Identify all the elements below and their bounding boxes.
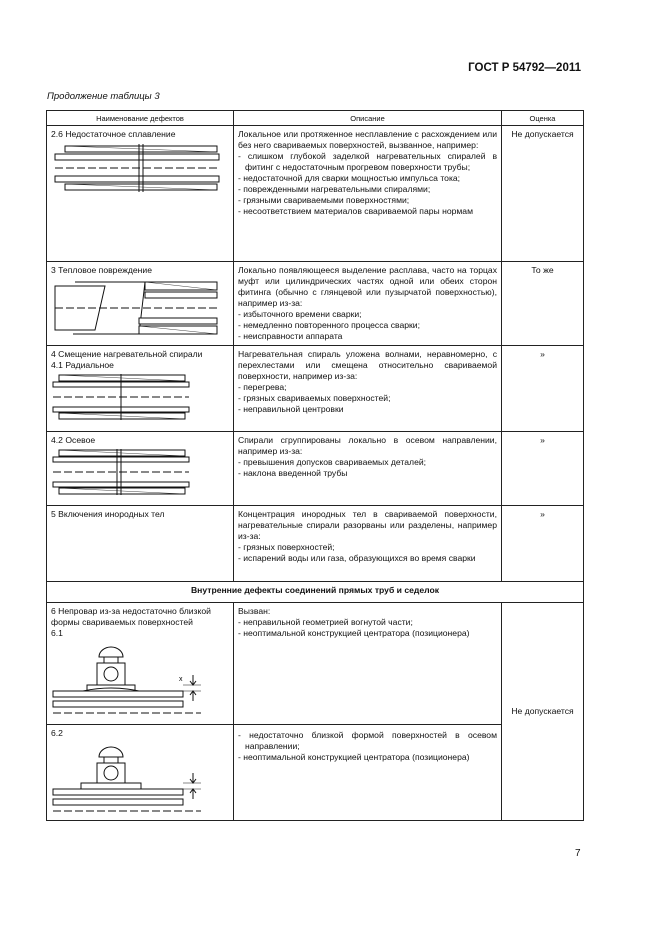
list-item: - недостаточно близкой формой поверхностей в осевом направлении; [238, 730, 497, 752]
defect-name-cell [47, 346, 234, 432]
list-item: - неисправности аппарата [238, 331, 497, 342]
defect-description-cell [234, 432, 502, 506]
rating-cell: Не допускается [502, 126, 584, 262]
list-item: - неправильной центровки [238, 404, 497, 415]
list-item: - грязными свариваемыми поверхностями; [238, 195, 497, 206]
defect-name-cell: 5 Включения инородных тел [47, 506, 234, 582]
defect-name: 4.2 Осевое [51, 435, 96, 445]
col-header-rating: Оценка [502, 111, 584, 126]
rating-cell: » [502, 506, 584, 582]
list-item: - несоответствием материалов свариваемой пары нормам [238, 206, 497, 217]
defect-subname: 6.1 [51, 628, 63, 638]
rating-cell [502, 603, 584, 821]
cause-list [238, 151, 497, 217]
defect-intro: Нагревательная спираль уложена волнами, неравномерно, с перехлестами или смещена относительно свариваемой поверхности, например из-за: [238, 349, 497, 381]
page-number: 7 [575, 848, 581, 859]
defect-name: 4 Смещение нагревательной спирали [51, 349, 203, 359]
defect-name-cell [47, 603, 234, 725]
list-item: - грязных свариваемых поверхностей; [238, 393, 497, 404]
rating-cell: » [502, 432, 584, 506]
defect-name: 6 Непровар из-за недостаточно близкой формы свариваемых поверхностей [51, 606, 211, 627]
radial-offset-diagram [51, 373, 191, 423]
table-row [47, 506, 584, 582]
list-item: - перегрева; [238, 382, 497, 393]
list-item: - слишком глубокой заделкой нагревательных спиралей в фитинг с недостаточным прогревом поверхности трубы; [238, 151, 497, 173]
fusion-defect-diagram [51, 142, 221, 202]
defect-name-cell [47, 126, 234, 262]
defect-name-cell [47, 262, 234, 346]
saddle-diagram-2 [51, 741, 211, 817]
defect-intro: Локально появляющееся выделение расплава, часто на торцах муфт или цилиндрических частях одной или обеих сторон фитинга (обычно с глянцевой или пузырчатой поверхностью), например из-за: [238, 265, 497, 308]
defect-intro: Локальное или протяженное несплавление с расхождением или без него свариваемых поверхностей, вызванное, например: [238, 129, 497, 150]
list-item: - превышения допусков свариваемых деталей; [238, 457, 497, 468]
list-item: - испарений воды или газа, образующихся во время сварки [238, 553, 497, 564]
defect-description-cell [234, 262, 502, 346]
table-row [47, 126, 584, 262]
defect-description-cell [234, 725, 502, 821]
cause-list [238, 457, 497, 479]
cause-list [238, 309, 497, 342]
defect-description-cell [234, 126, 502, 262]
defect-subname: 4.1 Радиальное [51, 360, 114, 370]
cause-list [238, 382, 497, 415]
rating-value: Не допускается [511, 706, 574, 716]
cause-list [238, 617, 497, 639]
rating-cell: » [502, 346, 584, 432]
list-item: - неоптимальной конструкцией центратора (позиционера) [238, 752, 497, 763]
list-item: - неправильной геометрией вогнутой части; [238, 617, 497, 628]
col-header-description: Описание [234, 111, 502, 126]
defect-subname: 6.2 [51, 728, 63, 738]
table-continuation-label: Продолжение таблицы 3 [47, 91, 160, 102]
list-item: - наклона введенной трубы [238, 468, 497, 479]
table-row [47, 603, 584, 725]
list-item: - грязных поверхностей; [238, 542, 497, 553]
list-item: - недостаточной для сварки мощностью импульса тока; [238, 173, 497, 184]
defect-intro: Спирали сгруппированы локально в осевом направлении, например из-за: [238, 435, 497, 456]
cause-list [238, 730, 497, 763]
table-row [47, 262, 584, 346]
table-header-row [47, 111, 584, 126]
list-item: - немедленно повторенного процесса сварки; [238, 320, 497, 331]
rating-cell: То же [502, 262, 584, 346]
list-item: - поврежденными нагревательными спиралями; [238, 184, 497, 195]
defect-intro: Концентрация инородных тел в свариваемой поверхности, нагревательные спирали разорваны или разделены, например из-за: [238, 509, 497, 541]
section-row [47, 582, 584, 603]
saddle-diagram-1 [51, 641, 211, 719]
thermal-damage-diagram [51, 278, 221, 338]
defect-name: 3 Тепловое повреждение [51, 265, 153, 275]
col-header-name: Наименование дефектов [47, 111, 234, 126]
defect-description-cell [234, 603, 502, 725]
defect-name: 2.6 Недостаточное сплавление [51, 129, 176, 139]
defect-name-cell [47, 432, 234, 506]
defect-description-cell [234, 346, 502, 432]
list-item: - неоптимальной конструкцией центратора (позиционера) [238, 628, 497, 639]
axial-offset-diagram [51, 448, 191, 498]
defects-table [46, 110, 584, 821]
standard-number: ГОСТ Р 54792—2011 [468, 62, 581, 74]
section-title: Внутренние дефекты соединений прямых труб и седелок [47, 582, 584, 603]
list-item: - избыточного времени сварки; [238, 309, 497, 320]
defect-intro: Вызван: [238, 606, 271, 616]
table-row [47, 432, 584, 506]
dimension-label: x [179, 676, 183, 683]
defect-name-cell [47, 725, 234, 821]
defect-description-cell [234, 506, 502, 582]
cause-list [238, 542, 497, 564]
table-row [47, 346, 584, 432]
